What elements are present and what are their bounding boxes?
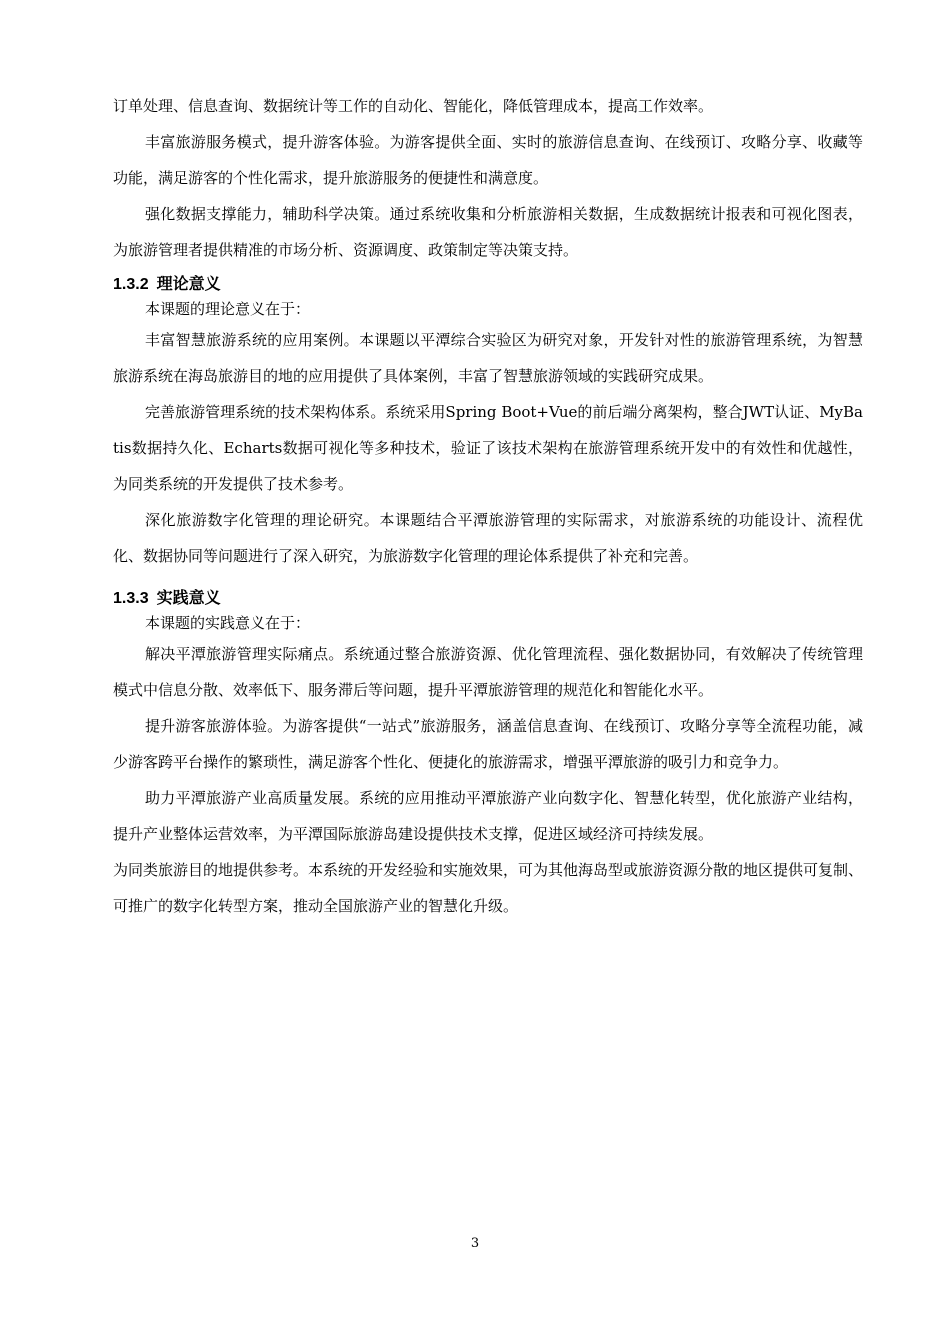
page-number: 3 <box>470 1236 480 1251</box>
section-lead: 本课题的理论意义在于： <box>145 300 311 318</box>
practice-paragraph-experience: 提升游客旅游体验。为游客提供“一站式”旅游服务，涵盖信息查询、在线预订、攻略分享等全流程功能，减少游客跨平台操作的繁琐性，满足游客个性化、便捷化的旅游需求，增强平潭旅游的吸引力和竞争力。 <box>113 717 863 771</box>
intro-paragraph-data: 强化数据支撑能力，辅助科学决策。通过系统收集和分析旅游相关数据，生成数据统计报表和可视化图表，为旅游管理者提供精准的市场分析、资源调度、政策制定等决策支持。 <box>113 205 863 259</box>
theory-paragraph-research: 深化旅游数字化管理的理论研究。本课题结合平潭旅游管理的实际需求，对旅游系统的功能设计、流程优化、数据协同等问题进行了深入研究，为旅游数字化管理的理论体系提供了补充和完善。 <box>113 511 863 565</box>
section-heading-practice <box>113 588 863 610</box>
section-number: 1.3.3 <box>113 590 149 607</box>
section-lead: 本课题的实践意义在于： <box>145 614 311 632</box>
practice-paragraph-painpoints: 解决平潭旅游管理实际痛点。系统通过整合旅游资源、优化管理流程、强化数据协同，有效解决了传统管理模式中信息分散、效率低下、服务滞后等问题，提升平潭旅游管理的规范化和智能化水平。 <box>113 645 863 699</box>
practice-paragraph-industry: 助力平潭旅游产业高质量发展。系统的应用推动平潭旅游产业向数字化、智慧化转型，优化旅游产业结构，提升产业整体运营效率，为平潭国际旅游岛建设提供技术支撑，促进区域经济可持续发展。 <box>113 789 863 843</box>
theory-paragraph-cases: 丰富智慧旅游系统的应用案例。本课题以平潭综合实验区为研究对象，开发针对性的旅游管理系统，为智慧旅游系统在海岛旅游目的地的应用提供了具体案例，丰富了智慧旅游领域的实践研究成果。 <box>113 331 863 385</box>
intro-continuation: 订单处理、信息查询、数据统计等工作的自动化、智能化，降低管理成本，提高工作效率。 <box>113 97 714 115</box>
section-title: 实践意义 <box>156 590 221 607</box>
intro-paragraph-service: 丰富旅游服务模式，提升游客体验。为游客提供全面、实时的旅游信息查询、在线预订、攻略分享、收藏等功能，满足游客的个性化需求，提升旅游服务的便捷性和满意度。 <box>113 133 863 187</box>
practice-paragraph-reference: 为同类旅游目的地提供参考。本系统的开发经验和实施效果，可为其他海岛型或旅游资源分散的地区提供可复制、可推广的数字化转型方案，推动全国旅游产业的智慧化升级。 <box>113 861 864 915</box>
section-title: 理论意义 <box>156 276 221 293</box>
section-heading-theory <box>113 274 863 296</box>
theory-paragraph-architecture: 完善旅游管理系统的技术架构体系。系统采用Spring Boot+Vue的前后端分离架构，整合JWT认证、MyBatis数据持久化、Echarts数据可视化等多种技术，验证了该技术架构在旅游管理系统开发中的有效性和优越性，为同类系统的开发提供了技术参考。 <box>113 403 863 493</box>
section-number: 1.3.2 <box>113 276 149 293</box>
page-content <box>113 88 863 924</box>
